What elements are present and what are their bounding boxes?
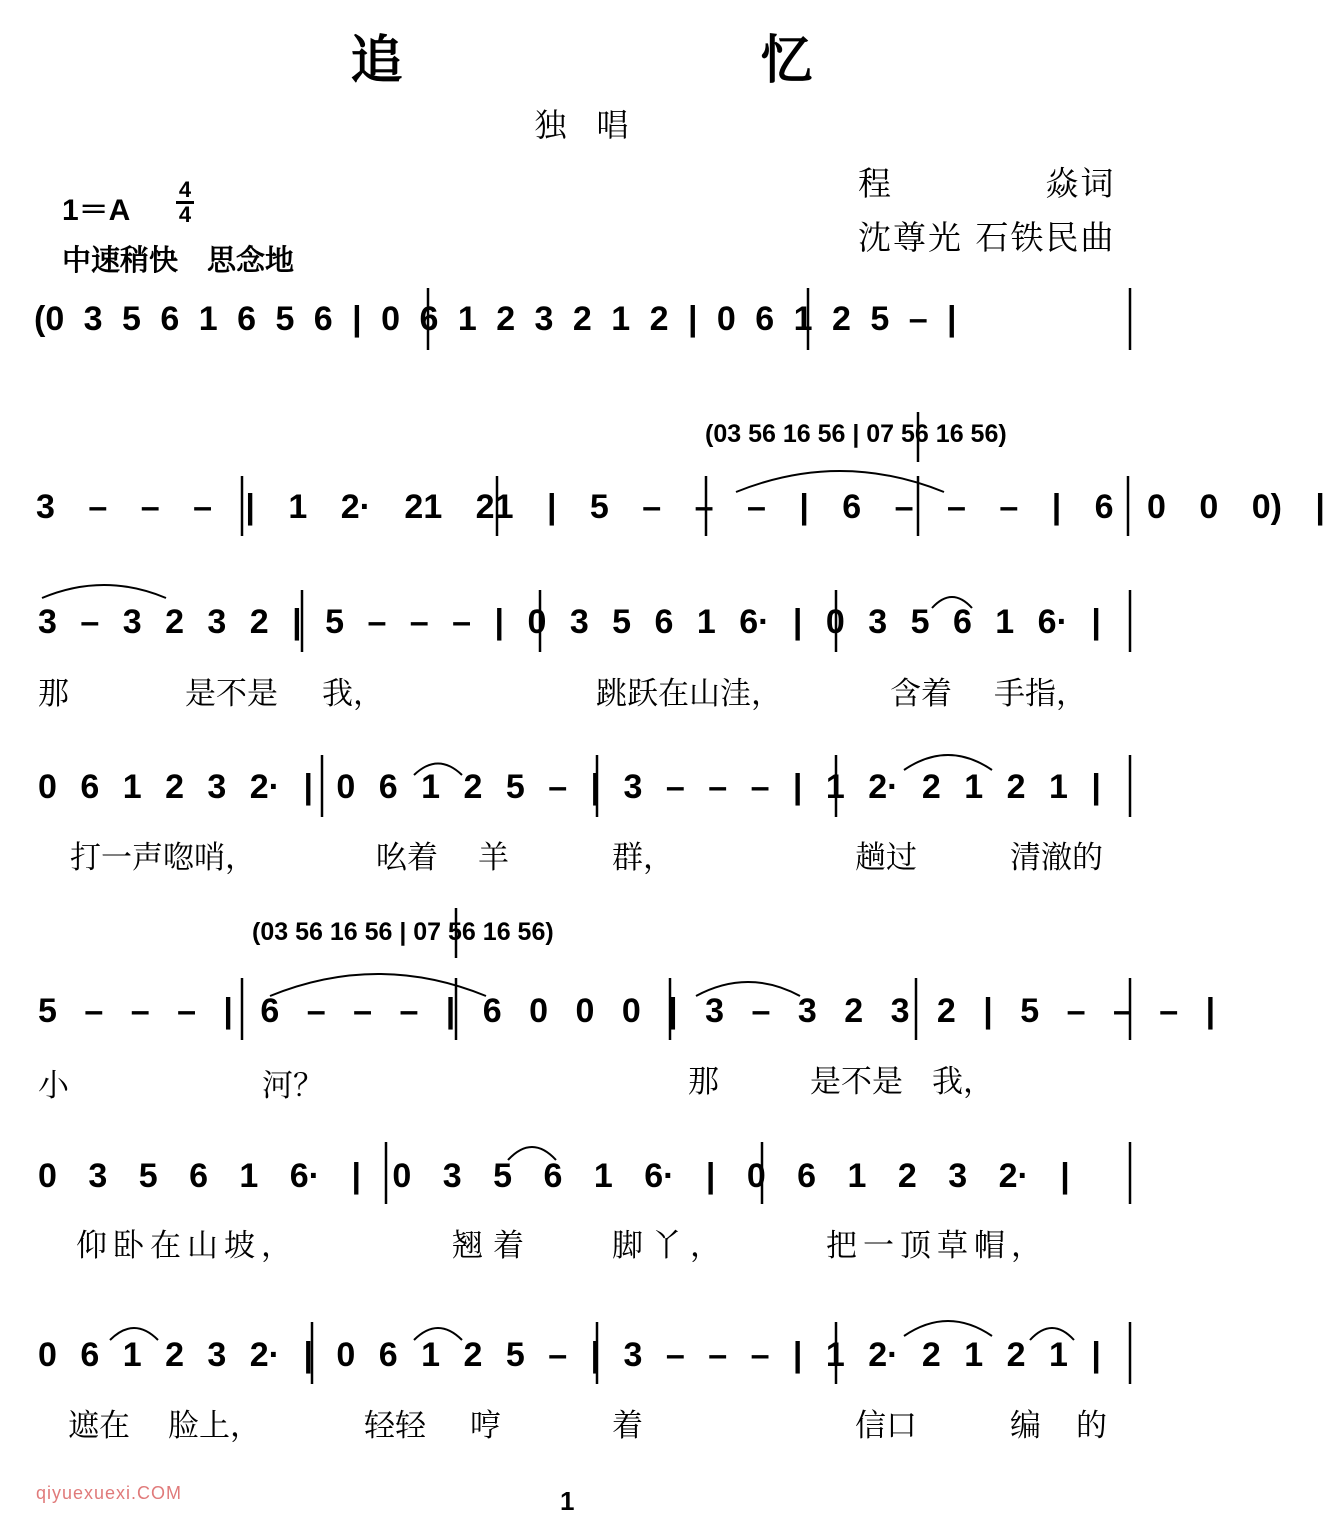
- lyric-line-3-3: 我，: [322, 676, 384, 712]
- slur: [932, 597, 972, 608]
- lyric-line-6-2: 翘着: [452, 1228, 534, 1264]
- lyric-line-7-3: 轻轻: [364, 1408, 426, 1444]
- tie: [696, 982, 800, 996]
- lyricist-credit: 程 焱词: [858, 164, 1116, 203]
- lyric-line-6-1: 仰卧在山坡，: [76, 1228, 298, 1264]
- notation-line-6: 0 3 5 6 1 6· | 0 3 5 6 1 6· | 0 6 1 2 3 2· |: [38, 1157, 1070, 1195]
- lyric-line-7-7: 编: [1010, 1408, 1041, 1444]
- lyric-line-4-5: 趟过: [855, 840, 917, 876]
- lyric-line-5-3: 那: [688, 1064, 719, 1100]
- slur: [414, 764, 462, 776]
- tie: [42, 585, 166, 598]
- slur: [904, 1321, 992, 1336]
- tie: [270, 974, 486, 996]
- song-title: 追 忆: [350, 30, 983, 91]
- notation-line-3: 3 – 3 2 3 2 | 5 – – – | 0 3 5 6 1 6· | 0 3 5 6 1 6· |: [38, 603, 1101, 641]
- lyric-line-5-5: 我，: [932, 1064, 994, 1100]
- lyric-line-4-4: 群，: [612, 840, 674, 876]
- song-subtitle: 独唱: [534, 106, 659, 144]
- lyric-line-7-6: 信口: [855, 1408, 917, 1444]
- lyric-line-5-4: 是不是: [810, 1064, 903, 1100]
- watermark: qiyuexuexi.COM: [36, 1483, 183, 1503]
- time-signature-bottom: 4: [178, 202, 192, 227]
- cue-notes-line-2: (03 56 16 56 | 07 56 16 56): [705, 420, 1007, 448]
- lyric-line-4-6: 清澈的: [1010, 840, 1103, 876]
- lyric-line-3-5: 含着: [890, 676, 952, 712]
- slur: [904, 755, 992, 770]
- lyric-line-4-2: 吆着: [376, 840, 438, 876]
- key-signature: 1＝A: [62, 194, 131, 227]
- notation-line-5: 5 – – – | 6 – – – | 6 0 0 0 | 3 – 3 2 3 2 | 5 – – – |: [38, 992, 1216, 1030]
- lyric-line-3-4: 跳跃在山洼，: [596, 676, 782, 712]
- slur: [1030, 1328, 1074, 1340]
- lyric-line-6-4: 把一顶草帽，: [826, 1228, 1048, 1264]
- slur: [414, 1328, 462, 1340]
- cue-notes-line-5: (03 56 16 56 | 07 56 16 56): [252, 918, 554, 946]
- slur: [110, 1328, 158, 1340]
- tie: [736, 471, 944, 492]
- time-signature-top: 4: [178, 177, 192, 202]
- notation-line-1: (0 3 5 6 1 6 5 6 | 0 6 1 2 3 2 1 2 | 0 6 1 2 5 – |: [34, 300, 957, 338]
- notation-line-4: 0 6 1 2 3 2· | 0 6 1 2 5 – | 3 – – – | 1 2· 2 1 2 1 |: [38, 768, 1101, 806]
- lyric-line-5-1: 小: [38, 1068, 69, 1104]
- lyric-line-7-4: 哼: [470, 1408, 501, 1444]
- lyric-line-5-2: 河？: [262, 1068, 324, 1104]
- lyric-line-7-8: 的: [1076, 1408, 1107, 1444]
- lyric-line-6-3: 脚丫，: [612, 1228, 729, 1264]
- lyric-line-7-1: 遮在: [68, 1408, 130, 1444]
- notation-line-2: 3 – – – | 1 2· 21 21 | 5 – – – | 6 – – – | 6 0 0 0) |: [36, 488, 1325, 526]
- page-number: 1: [560, 1486, 575, 1516]
- lyric-line-7-2: 脸上，: [168, 1408, 261, 1444]
- slur: [508, 1147, 556, 1160]
- lyric-line-4-1: 打一声唿哨，: [70, 840, 256, 876]
- lyric-line-3-2: 是不是: [185, 676, 278, 712]
- lyric-line-7-5: 着: [612, 1408, 643, 1444]
- notation-line-7: 0 6 1 2 3 2· | 0 6 1 2 5 – | 3 – – – | 1 2· 2 1 2 1 |: [38, 1336, 1101, 1374]
- tempo-marking: 中速稍快 思念地: [62, 245, 295, 277]
- lyric-line-3-6: 手指，: [994, 676, 1087, 712]
- composer-credit: 沈尊光 石铁民曲: [858, 218, 1116, 257]
- lyric-line-4-3: 羊: [478, 840, 509, 876]
- lyric-line-3-1: 那: [38, 676, 69, 712]
